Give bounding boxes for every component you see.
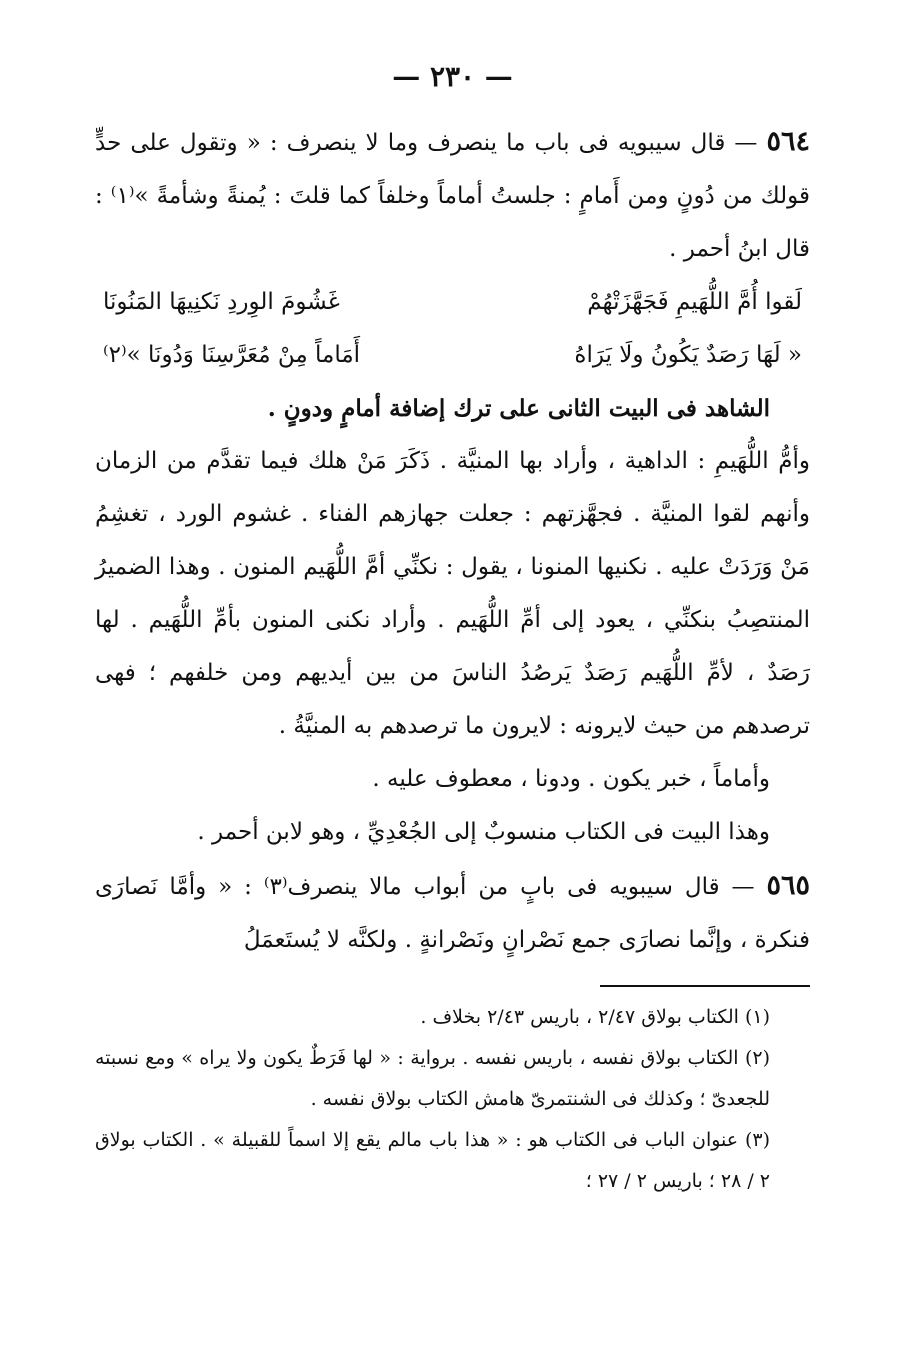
entry-564-number: ٥٦٤ xyxy=(766,126,810,157)
page-number: — ٢٣٠ — xyxy=(392,60,513,93)
verse-line-1 xyxy=(95,276,810,329)
entry-565-paragraph xyxy=(95,859,810,967)
shahid-line: الشاهد فى البيت الثانى على ترك إضافة أمامٍ ودونٍ . xyxy=(267,395,770,422)
footnote-divider xyxy=(600,985,810,987)
verse-1-second-hemistich: غَشُومَ الوِردِ نَكنِيهَا المَنُونَا xyxy=(103,289,340,315)
commentary-paragraph: وأمُّ اللُّهَيمِ : الداهية ، وأراد بها المنيَّة . ذَكَرَ مَنْ هلك فيما تقدَّم من الزمان وأنهم لقوا المنيَّة . فجهَّزتهم : جعلت جهازهم الفناء . غشوم الورد ، تغشِمُ مَنْ وَرَدَتْ عليه . نكنيها المنونا ، يقول : نكنِّي أمَّ اللُّهَيم المنون . وهذا الضميرُ المنتصِبُ بنكنِّي ، يعود إلى أمِّ اللُّهَيم . وأراد نكنى المنون بأمِّ اللُّهَيم . لها رَصَدٌ ، لأمِّ اللُّهَيم رَصَدٌ يَرصُدُ الناسَ من بين أيديهم ومن خلفهم ؛ فهى ترصدهم من حيث لايرونه : لايرون ما ترصدهم به المنيَّةُ . xyxy=(95,448,810,739)
footnote-1: (١) الكتاب بولاق ٢/٤٧ ، باريس ٢/٤٣ بخلاف . xyxy=(420,1006,770,1028)
entry-564-text: — قال سيبويه فى باب ما ينصرف وما لا ينصرف : « وتقول على حدٍّ قولك من دُونٍ ومن أَمامٍ : جلستُ أماماً وخلفاً كما قلتَ : يُمنةً وشأمةً »⁽١⁾ : قال ابنُ أحمر . xyxy=(95,130,810,262)
footnote-3: (٣) عنوان الباب فى الكتاب هو : « هذا باب مالم يقع إلا اسماً للقبيلة » . الكتاب بولاق ٢ / ٢٨ ؛ باريس ٢ / ٢٧ ؛ xyxy=(95,1129,770,1192)
amam-note: وأماماً ، خبر يكون . ودونا ، معطوف عليه . xyxy=(372,766,770,792)
verse-1-first-hemistich: لَقوا أُمَّ اللُّهَيمِ فَجَهَّزَتْهُمْ xyxy=(587,289,802,315)
book-page xyxy=(95,50,810,1202)
verse-line-2 xyxy=(95,329,810,382)
entry-564-paragraph xyxy=(95,115,810,276)
entry-565-text: — قال سيبويه فى بابٍ من أبواب مالا ينصرف⁽٣⁾ : « وأمَّا نَصارَى فنكرة ، وإنَّما نصارَى جمع نَصْرانٍ ونَصْرانةٍ . ولكنَّه لا يُستَعمَلُ xyxy=(95,874,810,953)
entry-565-number: ٥٦٥ xyxy=(766,870,810,901)
verse-2-first-hemistich: « لَهَا رَصَدٌ يَكُونُ ولَا يَرَاهُ xyxy=(574,342,802,368)
attribution-note: وهذا البيت فى الكتاب منسوبٌ إلى الجُعْدِيِّ ، وهو لابن أحمر . xyxy=(197,819,770,845)
footnote-2: (٢) الكتاب بولاق نفسه ، باريس نفسه . برواية : « لها فَرَطٌ يكون ولا يراه » ومع نسبته للجعدىّ ؛ وكذلك فى الشنتمرىّ هامش الكتاب بولاق نفسه . xyxy=(95,1047,770,1110)
verse-2-second-hemistich: أَمَاماً مِنْ مُعَرَّسِنَا وَدُونَا »⁽٢⁾ xyxy=(103,342,361,368)
footnotes xyxy=(95,997,810,1202)
